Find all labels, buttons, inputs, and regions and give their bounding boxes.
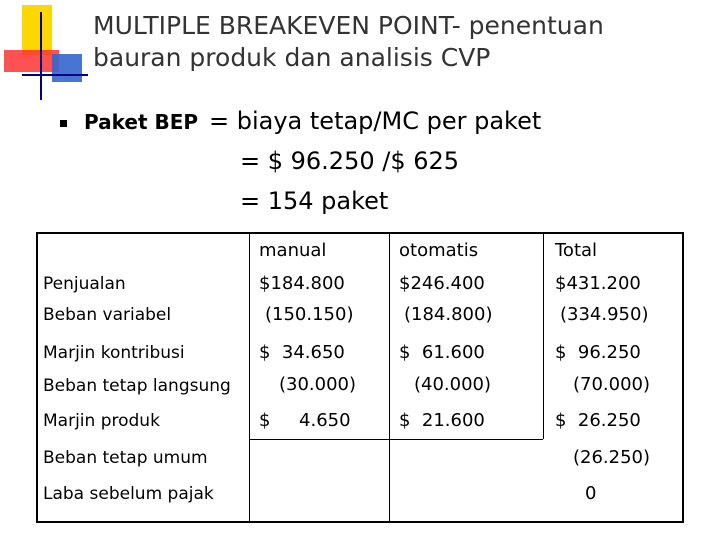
cell-value: $431.200 xyxy=(555,273,641,294)
cell-value: $246.400 xyxy=(399,273,485,294)
formula-label: Paket BEP xyxy=(84,110,199,134)
cell-value: $184.800 xyxy=(259,273,345,294)
row-label-laba-sebelum-pajak: Laba sebelum pajak xyxy=(43,484,214,504)
decor-horizontal-line xyxy=(22,74,88,76)
cell-value: $ 34.650 xyxy=(259,342,345,363)
header-total: Total xyxy=(555,240,598,261)
row-label-marjin-kontribusi: Marjin kontribusi xyxy=(43,343,185,363)
cell-value: $ 96.250 xyxy=(555,342,641,363)
row-label-beban-tetap-langsung: Beban tetap langsung xyxy=(43,376,231,396)
row-label-beban-tetap-umum: Beban tetap umum xyxy=(43,448,208,468)
table-divider xyxy=(389,439,390,521)
cell-value: $ 26.250 xyxy=(555,410,641,431)
cell-value: (334.950) xyxy=(560,304,649,325)
title-line-2: bauran produk dan analisis CVP xyxy=(93,43,491,72)
cvp-table xyxy=(36,232,684,523)
header-manual: manual xyxy=(259,240,327,261)
decor-vertical-line xyxy=(40,12,42,100)
header-otomatis: otomatis xyxy=(399,240,479,261)
cell-value: 0 xyxy=(585,483,597,504)
formula-line-3: = 154 paket xyxy=(240,187,389,215)
title-line-1: MULTIPLE BREAKEVEN POINT- penentuan xyxy=(93,11,604,40)
table-divider xyxy=(543,234,544,439)
table-divider xyxy=(249,234,250,521)
row-label-beban-variabel: Beban variabel xyxy=(43,305,172,325)
decor-yellow-square xyxy=(22,5,52,55)
cell-value: (40.000) xyxy=(414,374,492,395)
decor-blue-square xyxy=(52,54,82,82)
table-divider xyxy=(249,439,543,440)
table-divider xyxy=(389,234,390,439)
decor-red-bar xyxy=(4,50,59,72)
slide-title xyxy=(93,10,703,74)
row-label-marjin-produk: Marjin produk xyxy=(43,411,160,431)
row-label-penjualan: Penjualan xyxy=(43,274,126,294)
cell-value: $ 4.650 xyxy=(259,410,351,431)
cell-value: $ 21.600 xyxy=(399,410,485,431)
cell-value: (26.250) xyxy=(573,447,651,468)
cell-value: (70.000) xyxy=(573,374,651,395)
cell-value: (30.000) xyxy=(279,374,357,395)
cell-value: (150.150) xyxy=(265,304,354,325)
formula-line-2: = $ 96.250 /$ 625 xyxy=(240,147,460,175)
cell-value: (184.800) xyxy=(404,304,493,325)
cell-value: $ 61.600 xyxy=(399,342,485,363)
bullet-square-icon xyxy=(60,120,67,127)
formula-line-1: = biaya tetap/MC per paket xyxy=(209,107,542,135)
